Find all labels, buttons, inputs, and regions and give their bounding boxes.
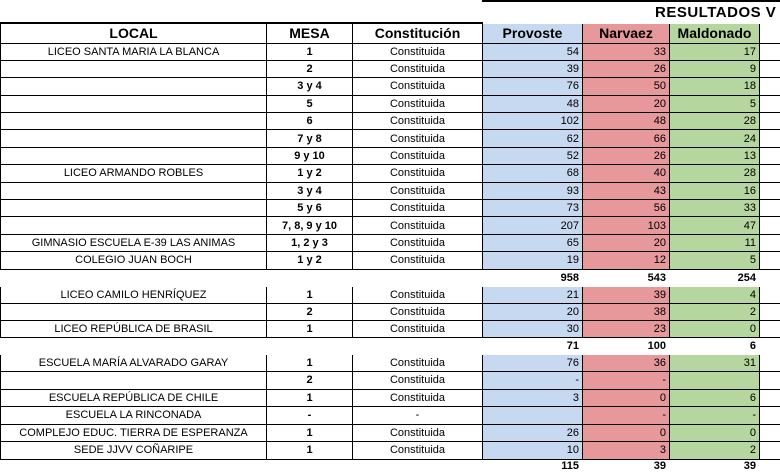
maldonado-cell: 0 xyxy=(670,320,760,337)
spare-cell xyxy=(760,252,780,269)
mesa-cell: 7 y 8 xyxy=(267,130,353,147)
provoste-cell: 73 xyxy=(483,200,583,217)
constitucion-cell: Constituida xyxy=(353,252,483,269)
spare-cell xyxy=(760,130,780,147)
spare-cell xyxy=(760,442,780,460)
provoste-cell: 20 xyxy=(483,303,583,320)
narvaez-cell: 36 xyxy=(583,354,670,372)
mesa-cell: 3 y 4 xyxy=(267,182,353,199)
local-cell: GIMNASIO ESCUELA E-39 LAS ANIMAS xyxy=(1,234,267,251)
spare-cell xyxy=(760,389,780,407)
table-row xyxy=(1,200,780,217)
spare-cell xyxy=(760,147,780,164)
constitucion-cell: Constituida xyxy=(353,182,483,199)
table-row xyxy=(1,95,780,112)
total-narvaez: 100 xyxy=(583,337,670,354)
narvaez-cell: 20 xyxy=(583,95,670,112)
blank-cell xyxy=(267,269,353,286)
total-provoste: 71 xyxy=(483,337,583,354)
header-local: LOCAL xyxy=(1,23,267,43)
local-cell: LICEO SANTA MARIA LA BLANCA xyxy=(1,43,267,60)
narvaez-cell: 23 xyxy=(583,320,670,337)
local-cell: ESCUELA REPÚBLICA DE CHILE xyxy=(1,389,267,407)
local-cell xyxy=(1,217,267,234)
maldonado-cell: 9 xyxy=(670,60,760,77)
narvaez-cell: 3 xyxy=(583,442,670,460)
blank-cell xyxy=(1,337,267,354)
narvaez-cell: 0 xyxy=(583,424,670,442)
blank-cell xyxy=(760,459,780,473)
constitucion-cell: Constituida xyxy=(353,95,483,112)
provoste-cell: 102 xyxy=(483,113,583,130)
provoste-cell: 30 xyxy=(483,320,583,337)
provoste-cell: 207 xyxy=(483,217,583,234)
provoste-cell: 76 xyxy=(483,78,583,95)
mesa-cell: 9 y 10 xyxy=(267,147,353,164)
local-cell: LICEO ARMANDO ROBLES xyxy=(1,165,267,182)
table-row xyxy=(1,130,780,147)
table-row xyxy=(1,442,780,460)
table-row xyxy=(1,182,780,199)
maldonado-cell: 6 xyxy=(670,389,760,407)
blank-cell xyxy=(353,337,483,354)
maldonado-cell: 28 xyxy=(670,113,760,130)
table-row xyxy=(1,372,780,390)
table-row xyxy=(1,389,780,407)
maldonado-cell: 33 xyxy=(670,200,760,217)
total-narvaez: 543 xyxy=(583,269,670,286)
constitucion-cell: Constituida xyxy=(353,389,483,407)
mesa-cell: 1, 2 y 3 xyxy=(267,234,353,251)
table-row xyxy=(1,43,780,60)
provoste-cell xyxy=(483,407,583,425)
spare-cell xyxy=(760,424,780,442)
spare-cell xyxy=(760,113,780,130)
total-narvaez: 39 xyxy=(583,459,670,473)
total-maldonado: 39 xyxy=(670,459,760,473)
constitucion-cell: Constituida xyxy=(353,147,483,164)
constitucion-cell: Constituida xyxy=(353,234,483,251)
maldonado-cell: 2 xyxy=(670,303,760,320)
spare-cell xyxy=(760,372,780,390)
spare-cell xyxy=(760,217,780,234)
maldonado-cell: 0 xyxy=(670,424,760,442)
local-cell xyxy=(1,113,267,130)
local-cell xyxy=(1,95,267,112)
provoste-cell: 26 xyxy=(483,424,583,442)
blank-cell xyxy=(760,337,780,354)
blank-cell xyxy=(353,459,483,473)
narvaez-cell: 26 xyxy=(583,60,670,77)
constitucion-cell: Constituida xyxy=(353,60,483,77)
top-row xyxy=(1,1,780,23)
mesa-cell: 1 xyxy=(267,43,353,60)
spare-cell xyxy=(760,60,780,77)
provoste-cell: 10 xyxy=(483,442,583,460)
blank-cell xyxy=(760,269,780,286)
constitucion-cell: Constituida xyxy=(353,217,483,234)
header-maldonado: Maldonado xyxy=(670,23,760,43)
local-cell: SEDE JJVV COÑARIPE xyxy=(1,442,267,460)
maldonado-cell xyxy=(670,372,760,390)
provoste-cell: 62 xyxy=(483,130,583,147)
constitucion-cell: Constituida xyxy=(353,320,483,337)
provoste-cell: 3 xyxy=(483,389,583,407)
provoste-cell: 93 xyxy=(483,182,583,199)
constitucion-cell: Constituida xyxy=(353,165,483,182)
table-row xyxy=(1,354,780,372)
narvaez-cell: 40 xyxy=(583,165,670,182)
mesa-cell: 1 y 2 xyxy=(267,165,353,182)
mesa-cell: 1 xyxy=(267,424,353,442)
maldonado-cell: 11 xyxy=(670,234,760,251)
table-row xyxy=(1,407,780,425)
blank-cell xyxy=(267,459,353,473)
provoste-cell: 68 xyxy=(483,165,583,182)
provoste-cell: 76 xyxy=(483,354,583,372)
narvaez-cell: 103 xyxy=(583,217,670,234)
constitucion-cell: Constituida xyxy=(353,43,483,60)
maldonado-cell: - xyxy=(670,407,760,425)
narvaez-cell: 56 xyxy=(583,200,670,217)
spare-cell xyxy=(760,354,780,372)
narvaez-cell: 43 xyxy=(583,182,670,199)
local-cell: LICEO REPÚBLICA DE BRASIL xyxy=(1,320,267,337)
mesa-cell: 1 xyxy=(267,354,353,372)
spare-cell xyxy=(760,234,780,251)
total-row xyxy=(1,269,780,286)
spare-cell xyxy=(760,165,780,182)
mesa-cell: 3 y 4 xyxy=(267,78,353,95)
spare-cell xyxy=(760,407,780,425)
blank-cell xyxy=(1,459,267,473)
table-row xyxy=(1,217,780,234)
narvaez-cell: 0 xyxy=(583,389,670,407)
maldonado-cell: 2 xyxy=(670,442,760,460)
narvaez-cell: - xyxy=(583,407,670,425)
maldonado-cell: 16 xyxy=(670,182,760,199)
mesa-cell: 7, 8, 9 y 10 xyxy=(267,217,353,234)
local-cell xyxy=(1,200,267,217)
maldonado-cell: 24 xyxy=(670,130,760,147)
table-row xyxy=(1,60,780,77)
narvaez-cell: 33 xyxy=(583,43,670,60)
blank-cell xyxy=(267,337,353,354)
mesa-cell: 1 xyxy=(267,389,353,407)
table-row xyxy=(1,165,780,182)
total-provoste: 115 xyxy=(483,459,583,473)
spare-cell xyxy=(760,303,780,320)
spare-cell xyxy=(760,182,780,199)
provoste-cell: - xyxy=(483,372,583,390)
table-row xyxy=(1,78,780,95)
mesa-cell: - xyxy=(267,407,353,425)
provoste-cell: 48 xyxy=(483,95,583,112)
mesa-cell: 1 xyxy=(267,286,353,303)
mesa-cell: 2 xyxy=(267,303,353,320)
local-cell xyxy=(1,303,267,320)
narvaez-cell: 12 xyxy=(583,252,670,269)
local-cell xyxy=(1,147,267,164)
table-row xyxy=(1,286,780,303)
header-narvaez: Narvaez xyxy=(583,23,670,43)
total-maldonado: 6 xyxy=(670,337,760,354)
narvaez-cell: 66 xyxy=(583,130,670,147)
provoste-cell: 39 xyxy=(483,60,583,77)
local-cell: COLEGIO JUAN BOCH xyxy=(1,252,267,269)
total-row xyxy=(1,459,780,473)
table-row xyxy=(1,424,780,442)
local-cell: ESCUELA LA RINCONADA xyxy=(1,407,267,425)
table-row xyxy=(1,147,780,164)
spare-cell xyxy=(760,200,780,217)
maldonado-cell: 5 xyxy=(670,95,760,112)
constitucion-cell: Constituida xyxy=(353,130,483,147)
maldonado-cell: 31 xyxy=(670,354,760,372)
provoste-cell: 54 xyxy=(483,43,583,60)
spare-cell xyxy=(760,78,780,95)
maldonado-cell: 5 xyxy=(670,252,760,269)
narvaez-cell: 39 xyxy=(583,286,670,303)
mesa-cell: 5 y 6 xyxy=(267,200,353,217)
maldonado-cell: 17 xyxy=(670,43,760,60)
results-title: RESULTADOS V xyxy=(655,4,776,21)
total-row xyxy=(1,337,780,354)
provoste-cell: 52 xyxy=(483,147,583,164)
constitucion-cell: Constituida xyxy=(353,354,483,372)
table-row xyxy=(1,303,780,320)
mesa-cell: 1 xyxy=(267,320,353,337)
constitucion-cell: Constituida xyxy=(353,78,483,95)
mesa-cell: 1 y 2 xyxy=(267,252,353,269)
header-mesa: MESA xyxy=(267,23,353,43)
provoste-cell: 65 xyxy=(483,234,583,251)
constitucion-cell: Constituida xyxy=(353,200,483,217)
table-row xyxy=(1,234,780,251)
narvaez-cell: 26 xyxy=(583,147,670,164)
spare-cell xyxy=(760,43,780,60)
maldonado-cell: 4 xyxy=(670,286,760,303)
narvaez-cell: 50 xyxy=(583,78,670,95)
local-cell xyxy=(1,182,267,199)
table-row xyxy=(1,252,780,269)
local-cell xyxy=(1,130,267,147)
narvaez-cell: 48 xyxy=(583,113,670,130)
table-row xyxy=(1,113,780,130)
narvaez-cell: 20 xyxy=(583,234,670,251)
table-row xyxy=(1,320,780,337)
maldonado-cell: 18 xyxy=(670,78,760,95)
mesa-cell: 6 xyxy=(267,113,353,130)
header-provoste: Provoste xyxy=(483,23,583,43)
header-constitucion: Constitución xyxy=(353,23,483,43)
constitucion-cell: Constituida xyxy=(353,286,483,303)
maldonado-cell: 28 xyxy=(670,165,760,182)
local-cell: LICEO CAMILO HENRÍQUEZ xyxy=(1,286,267,303)
local-cell xyxy=(1,78,267,95)
mesa-cell: 2 xyxy=(267,372,353,390)
provoste-cell: 21 xyxy=(483,286,583,303)
local-cell: COMPLEJO EDUC. TIERRA DE ESPERANZA xyxy=(1,424,267,442)
narvaez-cell: - xyxy=(583,372,670,390)
mesa-cell: 2 xyxy=(267,60,353,77)
blank-cell xyxy=(353,269,483,286)
local-cell xyxy=(1,60,267,77)
constitucion-cell: Constituida xyxy=(353,372,483,390)
local-cell xyxy=(1,372,267,390)
local-cell: ESCUELA MARÍA ALVARADO GARAY xyxy=(1,354,267,372)
constitucion-cell: Constituida xyxy=(353,303,483,320)
header-row xyxy=(1,23,780,43)
total-provoste: 958 xyxy=(483,269,583,286)
spare-cell xyxy=(760,95,780,112)
maldonado-cell: 13 xyxy=(670,147,760,164)
mesa-cell: 1 xyxy=(267,442,353,460)
narvaez-cell: 38 xyxy=(583,303,670,320)
constitucion-cell: - xyxy=(353,407,483,425)
constitucion-cell: Constituida xyxy=(353,442,483,460)
constitucion-cell: Constituida xyxy=(353,424,483,442)
mesa-cell: 5 xyxy=(267,95,353,112)
maldonado-cell: 47 xyxy=(670,217,760,234)
constitucion-cell: Constituida xyxy=(353,113,483,130)
total-maldonado: 254 xyxy=(670,269,760,286)
blank-cell xyxy=(1,269,267,286)
provoste-cell: 19 xyxy=(483,252,583,269)
spare-cell xyxy=(760,320,780,337)
spare-cell xyxy=(760,286,780,303)
